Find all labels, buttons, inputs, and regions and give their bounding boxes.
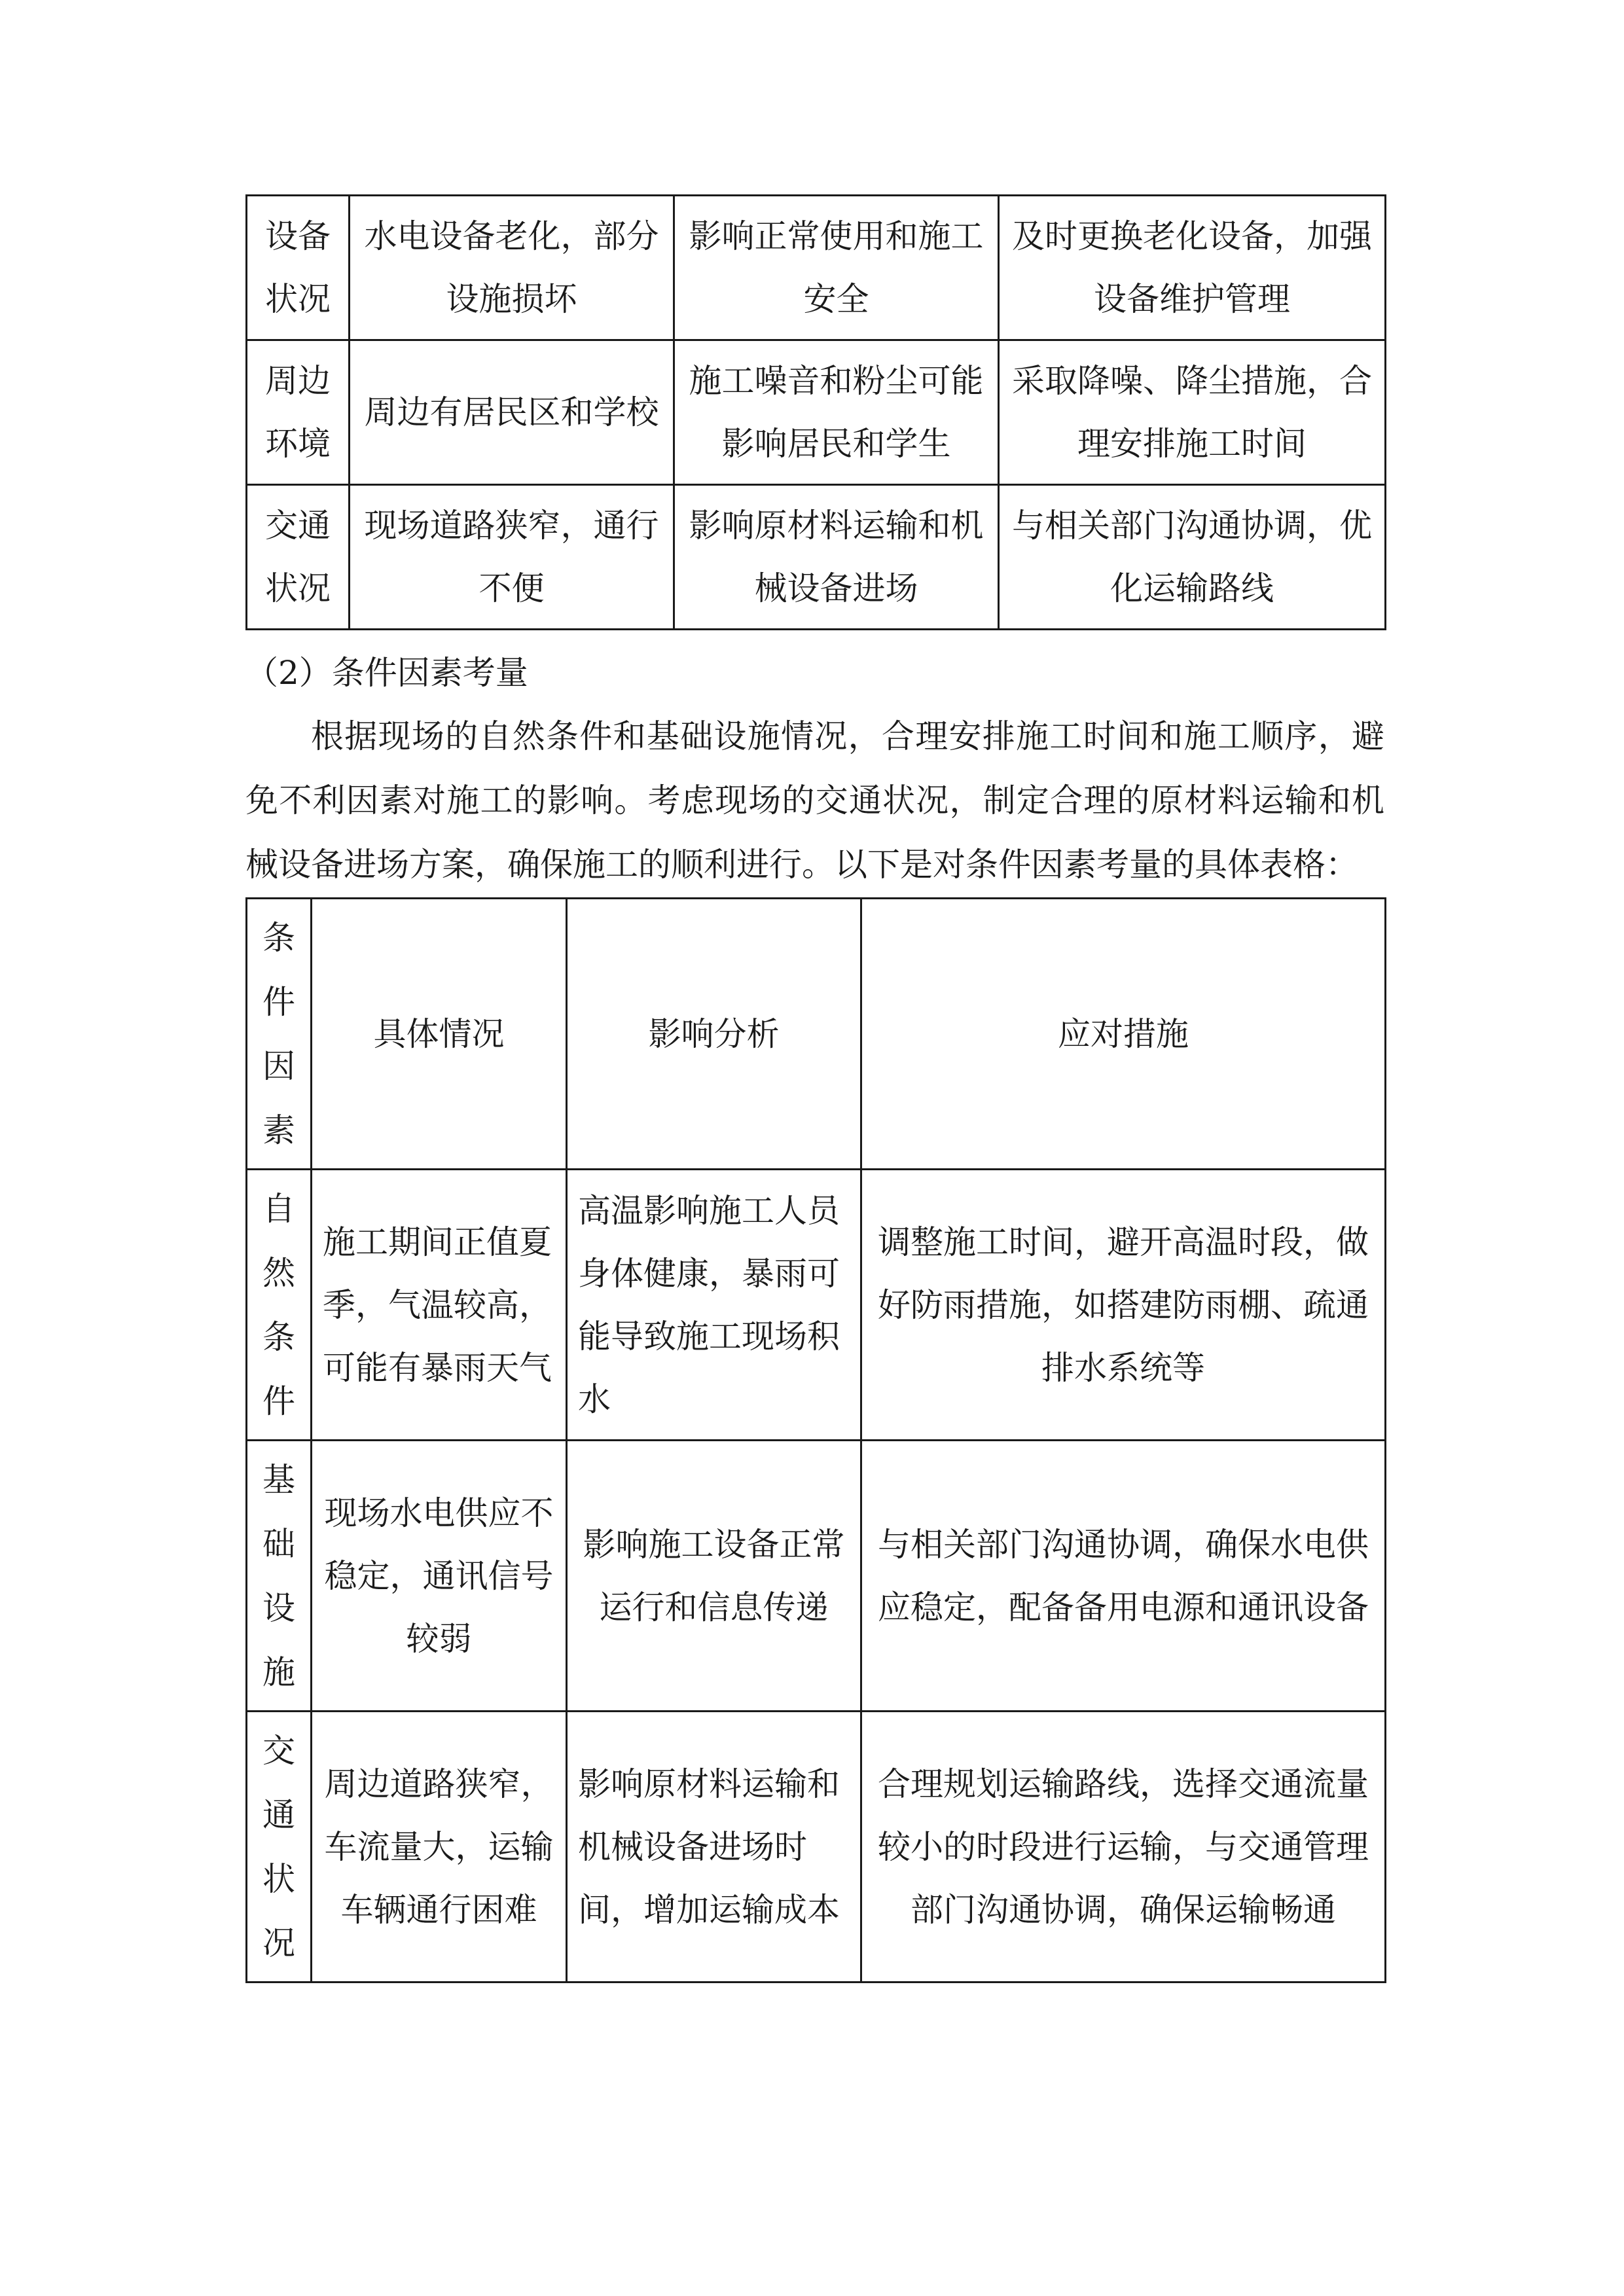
factor-cell: 设备状况 bbox=[247, 196, 350, 340]
column-header-factor: 条件因素 bbox=[247, 899, 312, 1170]
situation-cell: 现场道路狭窄，通行不便 bbox=[350, 485, 674, 630]
table-row bbox=[247, 1170, 1386, 1441]
situation-cell: 周边有居民区和学校 bbox=[350, 340, 674, 485]
measure-cell: 与相关部门沟通协调，确保水电供应稳定，配备备用电源和通讯设备 bbox=[861, 1441, 1386, 1712]
impact-cell: 影响原材料运输和机械设备进场 bbox=[674, 485, 999, 630]
measure-cell: 采取降噪、降尘措施，合理安排施工时间 bbox=[999, 340, 1386, 485]
situation-cell: 周边道路狭窄，车流量大，运输车辆通行困难 bbox=[312, 1712, 567, 1982]
situation-cell: 现场水电供应不稳定，通讯信号较弱 bbox=[312, 1441, 567, 1712]
factor-cell: 交通状况 bbox=[247, 1712, 312, 1982]
table-header-row bbox=[247, 899, 1386, 1170]
measure-cell: 调整施工时间，避开高温时段，做好防雨措施，如搭建防雨棚、疏通排水系统等 bbox=[861, 1170, 1386, 1441]
column-header-measure: 应对措施 bbox=[861, 899, 1386, 1170]
table-row bbox=[247, 1712, 1386, 1982]
factor-cell: 交通状况 bbox=[247, 485, 350, 630]
situation-cell: 施工期间正值夏季，气温较高，可能有暴雨天气 bbox=[312, 1170, 567, 1441]
impact-cell: 影响原材料运输和机械设备进场时间，增加运输成本 bbox=[567, 1712, 861, 1982]
section-paragraph: 根据现场的自然条件和基础设施情况，合理安排施工时间和施工顺序，避免不利因素对施工的影响。考虑现场的交通状况，制定合理的原材料运输和机械设备进场方案，确保施工的顺利进行。以下是对条件因素考量的具体表格： bbox=[245, 717, 1384, 884]
column-header-impact: 影响分析 bbox=[567, 899, 861, 1170]
factor-cell: 周边环境 bbox=[247, 340, 350, 485]
section-heading: （2）条件因素考量 bbox=[245, 654, 528, 692]
factor-cell: 基础设施 bbox=[247, 1441, 312, 1712]
condition-factor-table bbox=[245, 897, 1386, 1983]
factor-cell: 自然条件 bbox=[247, 1170, 312, 1441]
measure-cell: 与相关部门沟通协调，优化运输路线 bbox=[999, 485, 1386, 630]
column-header-situation: 具体情况 bbox=[312, 899, 567, 1170]
table-row bbox=[247, 485, 1386, 630]
impact-cell: 影响施工设备正常运行和信息传递 bbox=[567, 1441, 861, 1712]
table-row bbox=[247, 196, 1386, 340]
table-row bbox=[247, 1441, 1386, 1712]
measure-cell: 合理规划运输路线，选择交通流量较小的时段进行运输，与交通管理部门沟通协调，确保运输畅通 bbox=[861, 1712, 1386, 1982]
measure-cell: 及时更换老化设备，加强设备维护管理 bbox=[999, 196, 1386, 340]
situation-cell: 水电设备老化，部分设施损坏 bbox=[350, 196, 674, 340]
impact-cell: 高温影响施工人员身体健康，暴雨可能导致施工现场积水 bbox=[567, 1170, 861, 1441]
condition-status-table bbox=[245, 194, 1386, 630]
impact-cell: 影响正常使用和施工安全 bbox=[674, 196, 999, 340]
table-row bbox=[247, 340, 1386, 485]
impact-cell: 施工噪音和粉尘可能影响居民和学生 bbox=[674, 340, 999, 485]
